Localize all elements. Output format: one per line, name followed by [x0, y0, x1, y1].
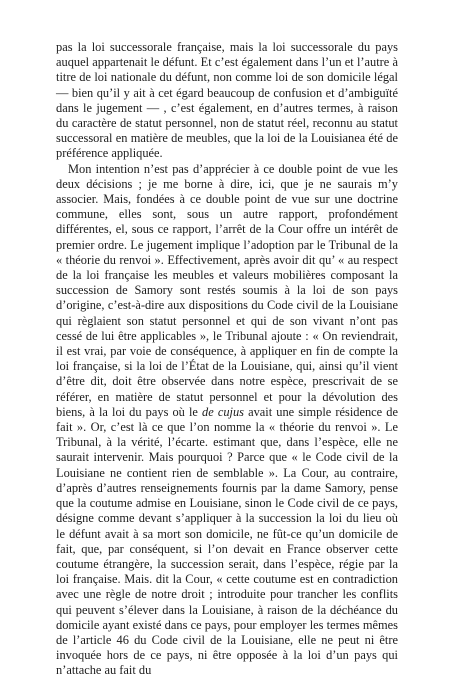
paragraph-2-text-a: Mon intention n’est pas d’apprécier à ce double point de vue les deux décisions ; je me borne à dire, ici, que je ne saurais m’y associer. Mais, fondées à ce double point de vue sur une doctrine commune, elles sont, sous un autre rapport, profondément différentes, el, sous ce rapport, l’arrêt de la Cour offre un intérêt de premier ordre. Le jugement implique l’adoption par le Tribunal de la « théorie du renvoi ». Effectivement, après avoir dit qu’ « au respect de la loi française les meubles et valeurs mobilières composant la succession de Samory sont restés soumis à la loi de son pays d’origine, c’est-à-dire aux dispositions du Code civil de la Louisiane qui règlaient son statut personnel et qui de son vivant n’ont pas cessé de lui être applicables », le Tribunal ajoute : « On reviendrait, il est vrai, par voie de conséquence, à appliquer en fin de compte la loi française, si la loi de l’État de la Louisiane, qui, ainsi qu’il vient d’être dit, doit être observée dans notre espèce, prescrivait de se référer, en matière de statut personnel et pour la dévolution des biens, à la loi du pays où le — [56, 161, 398, 419]
latin-term-de-cujus: de cujus — [202, 404, 244, 419]
paragraph-2 — [56, 162, 398, 679]
paragraph-2-text-b: avait une simple résidence de fait ». Or, c’est là ce que l’on nomme la « théorie du renvoi ». Le Tribunal, à la vérité, l’écarte. estimant que, dans l’espèce, elle ne saurait intervenir. Mais pourquoi ? Parce que « le Code civil de la Louisiane ne contient rien de semblable ». La Cour, au contraire, d’après d’autres renseignements fournis par la dame Samory, pense que la coutume admise en Louisiane, sinon le Code civil de ce pays, désigne comme devant s’appliquer à la succession la loi du lieu où le défunt avait à sa mort son domicile, ne fût-ce qu’un domicile de fait, que, par conséquent, si l’on devait en France observer cette coutume étrangère, la succession serait, dans l’espèce, régie par la loi française. Mais. dit la Cour, « cette coutume est en contradiction avec une règle de notre droit ; introduite pour trancher les conflits qui peuvent s’élever dans la Louisiane, à raison de la déchéance du domicile ayant existé dans ce pays, pour employer les termes mêmes de l’article 46 du Code civil de la Louisiane, elle ne peut ni être invoquée hors de ce pays, ni être opposée à la loi d’un pays qui n’attache au fait du — [56, 404, 398, 678]
paragraph-1: pas la loi successorale française, mais la loi successorale du pays auquel appartenait le défunt. Et c’est également dans l’un et l’autre à titre de loi nationale du défunt, non comme loi de son domicile légal — bien qu’il y ait à cet égard beaucoup de confusion et d’ambiguïté dans le jugement — , c’est également, en d’autres termes, à raison du caractère de statut personnel, non de statut réel, reconnu au statut successoral en matière de meubles, que la loi de la Louisianea été de préférence appliquée. — [56, 40, 398, 161]
document-page — [56, 40, 398, 679]
